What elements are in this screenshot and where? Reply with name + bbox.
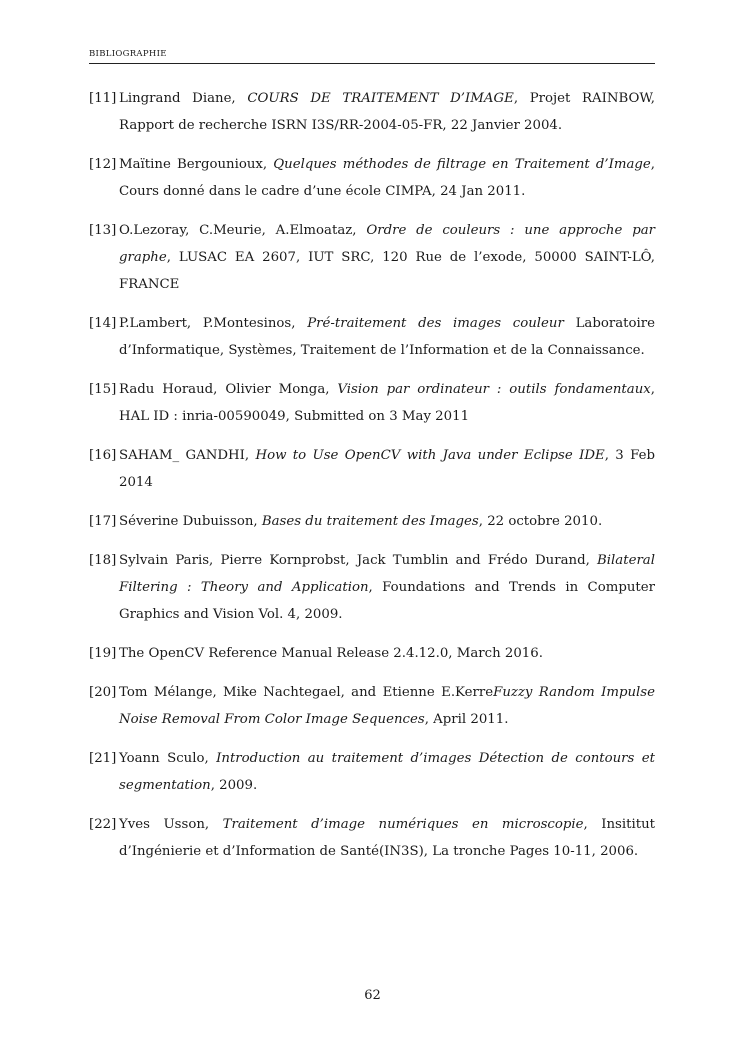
- reference-title: Quelques méthodes de filtrage en Traitement d’Image: [273, 157, 651, 172]
- reference-number: [13]: [89, 223, 117, 238]
- reference-details: , Foundations and Trends in Computer Graphics and Vision Vol. 4, 2009.: [119, 580, 655, 622]
- reference-authors: Tom Mélange, Mike Nachtegael, and Etienne E.Kerre: [119, 685, 494, 700]
- reference-number: [18]: [89, 553, 117, 568]
- reference-details: , Cours donné dans le cadre d’une école CIMPA, 24 Jan 2011.: [119, 157, 655, 199]
- reference-item: [89, 811, 655, 865]
- reference-authors: Yves Usson,: [119, 817, 223, 832]
- reference-number: [14]: [89, 316, 117, 331]
- reference-details: , April 2011.: [424, 712, 509, 727]
- reference-title: Fuzzy Random Impulse Noise Removal From Color Image Sequences: [119, 685, 655, 727]
- reference-number: [19]: [89, 646, 117, 661]
- reference-item: [89, 85, 655, 139]
- reference-details: , LUSAC EA 2607, IUT SRC, 120 Rue de l’exode, 50000 SAINT-LÔ, FRANCE: [119, 250, 655, 292]
- reference-title: Traitement d’image numériques en microscopie: [222, 817, 584, 832]
- reference-item: [89, 745, 655, 799]
- page-number: 62: [364, 988, 381, 1003]
- reference-number: [20]: [89, 685, 117, 700]
- reference-details: , Projet RAINBOW, Rapport de recherche ISRN I3S/RR-2004-05-FR, 22 Janvier 2004.: [119, 91, 655, 133]
- reference-title: Ordre de couleurs : une approche par graphe: [119, 223, 655, 265]
- reference-details: , 3 Feb 2014: [119, 448, 655, 490]
- reference-authors: The OpenCV Reference Manual Release 2.4.12.0, March 2016.: [119, 646, 543, 661]
- reference-authors: O.Lezoray, C.Meurie, A.Elmoataz,: [119, 223, 367, 238]
- reference-title: Pré-traitement des images couleur: [307, 316, 564, 331]
- reference-item: [89, 679, 655, 733]
- reference-title: How to Use OpenCV with Java under Eclipse IDE: [255, 448, 605, 463]
- reference-authors: SAHAM_ GANDHI,: [119, 448, 256, 463]
- reference-item: [89, 442, 655, 496]
- reference-title: Bilateral Filtering : Theory and Application: [119, 553, 655, 595]
- reference-authors: P.Lambert, P.Montesinos,: [119, 316, 308, 331]
- reference-details: , Insititut d’Ingénierie et d’Information de Santé(IN3S), La tronche Pages 10-11, 2006.: [119, 817, 655, 859]
- reference-item: [89, 151, 655, 205]
- reference-item: [89, 217, 655, 298]
- reference-authors: Maïtine Bergounioux,: [119, 157, 274, 172]
- reference-number: [12]: [89, 157, 117, 172]
- reference-item: [89, 310, 655, 364]
- reference-item: [89, 640, 655, 667]
- reference-details: , 22 octobre 2010.: [478, 514, 603, 529]
- reference-title: COURS DE TRAITEMENT D’IMAGE: [247, 91, 514, 106]
- reference-number: [22]: [89, 817, 117, 832]
- reference-authors: Yoann Sculo,: [119, 751, 217, 766]
- reference-title: Bases du traitement des Images: [261, 514, 479, 529]
- reference-details: , 2009.: [210, 778, 258, 793]
- reference-number: [17]: [89, 514, 117, 529]
- reference-title: Introduction au traitement d’images Détection de contours et segmentation: [119, 751, 655, 793]
- reference-authors: Lingrand Diane,: [119, 91, 248, 106]
- reference-title: Vision par ordinateur : outils fondamentaux: [337, 382, 651, 397]
- reference-number: [16]: [89, 448, 117, 463]
- reference-item: [89, 376, 655, 430]
- reference-details: Laboratoire d’Informatique, Systèmes, Traitement de l’Information et de la Connaissance.: [119, 316, 655, 358]
- reference-authors: Séverine Dubuisson,: [119, 514, 262, 529]
- reference-details: , HAL ID : inria-00590049, Submitted on 3 May 2011: [119, 382, 655, 424]
- reference-item: [89, 508, 655, 535]
- running-header: BIBLIOGRAPHIE: [89, 49, 655, 64]
- reference-number: [21]: [89, 751, 117, 766]
- reference-number: [11]: [89, 91, 117, 106]
- reference-list: [89, 85, 655, 877]
- reference-authors: Sylvain Paris, Pierre Kornprobst, Jack Tumblin and Frédo Durand,: [119, 553, 598, 568]
- reference-item: [89, 547, 655, 628]
- reference-authors: Radu Horaud, Olivier Monga,: [119, 382, 338, 397]
- reference-number: [15]: [89, 382, 117, 397]
